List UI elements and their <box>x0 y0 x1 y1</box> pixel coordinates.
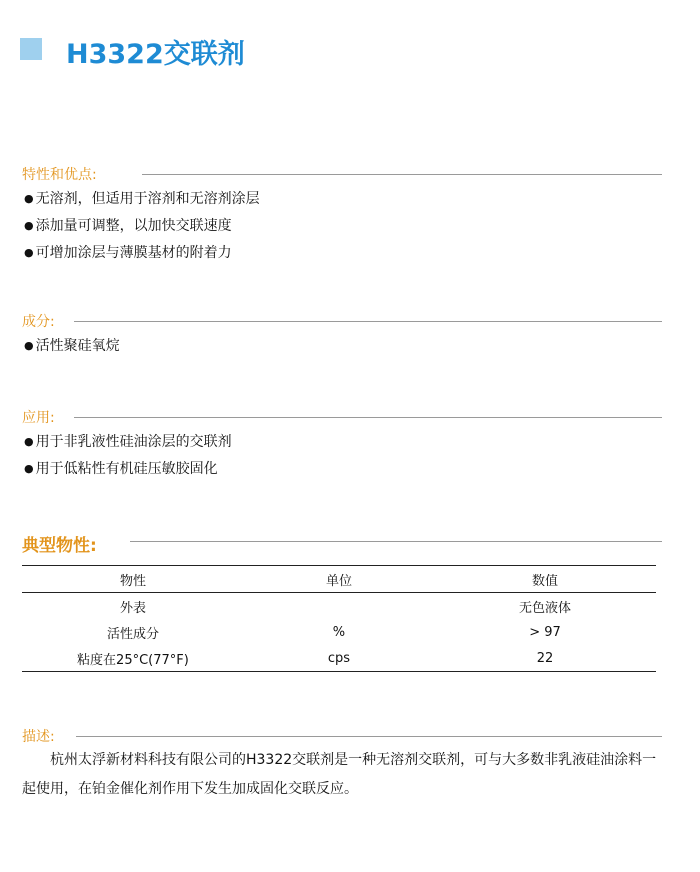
table-row <box>22 645 656 672</box>
table-cell: 外表 <box>119 600 146 616</box>
list-item: ● 用于低粘性有机硅压敏胶固化 <box>24 456 662 483</box>
divider <box>142 174 662 175</box>
divider <box>130 541 662 542</box>
divider <box>74 321 662 322</box>
table-cell: cps <box>327 650 351 666</box>
properties-header <box>22 531 662 556</box>
list-item: ● 无溶剂，但适用于溶剂和无溶剂涂层 <box>24 186 662 213</box>
application-header <box>22 407 662 429</box>
list-item: ● 活性聚硅氧烷 <box>24 333 662 360</box>
divider <box>74 417 662 418</box>
table-cell: 22 <box>536 650 554 666</box>
list-item: ● 可增加涂层与薄膜基材的附着力 <box>24 240 662 267</box>
table-row <box>22 593 656 620</box>
table-cell <box>244 593 434 620</box>
table-cell: > 97 <box>529 624 561 640</box>
application-heading: 应用: <box>22 407 61 427</box>
properties-table <box>22 565 656 672</box>
column-header: 单位 <box>325 573 352 589</box>
column-header: 数值 <box>532 573 559 589</box>
composition-section <box>22 311 662 360</box>
application-section <box>22 407 662 483</box>
description-heading: 描述: <box>22 726 61 746</box>
features-header <box>22 164 662 186</box>
table-header-row <box>22 566 656 593</box>
composition-header <box>22 311 662 333</box>
table-cell: 粘度在25°C(77°F) <box>77 652 189 668</box>
composition-heading: 成分: <box>22 311 61 331</box>
description-header <box>22 726 662 748</box>
description-section <box>22 726 662 748</box>
divider <box>76 736 662 737</box>
table-cell: 无色液体 <box>519 600 572 616</box>
page-title: H3322交联剂 <box>66 39 245 70</box>
list-item: ● 用于非乳液性硅油涂层的交联剂 <box>24 429 662 456</box>
table-row <box>22 619 656 645</box>
title-square-icon <box>20 38 42 60</box>
properties-section <box>22 531 662 556</box>
column-header: 物性 <box>119 573 146 589</box>
table-cell: 活性成分 <box>106 626 159 642</box>
description-text: 杭州太浮新材料科技有限公司的H3322交联剂是一种无溶剂交联剂，可与大多数非乳液硅油涂料一起使用，在铂金催化剂作用下发生加成固化交联反应。 <box>22 752 657 797</box>
features-section <box>22 164 662 267</box>
table-cell: % <box>332 624 346 640</box>
properties-heading: 典型物性: <box>22 531 103 556</box>
list-item: ● 添加量可调整，以加快交联速度 <box>24 213 662 240</box>
features-heading: 特性和优点: <box>22 164 103 184</box>
